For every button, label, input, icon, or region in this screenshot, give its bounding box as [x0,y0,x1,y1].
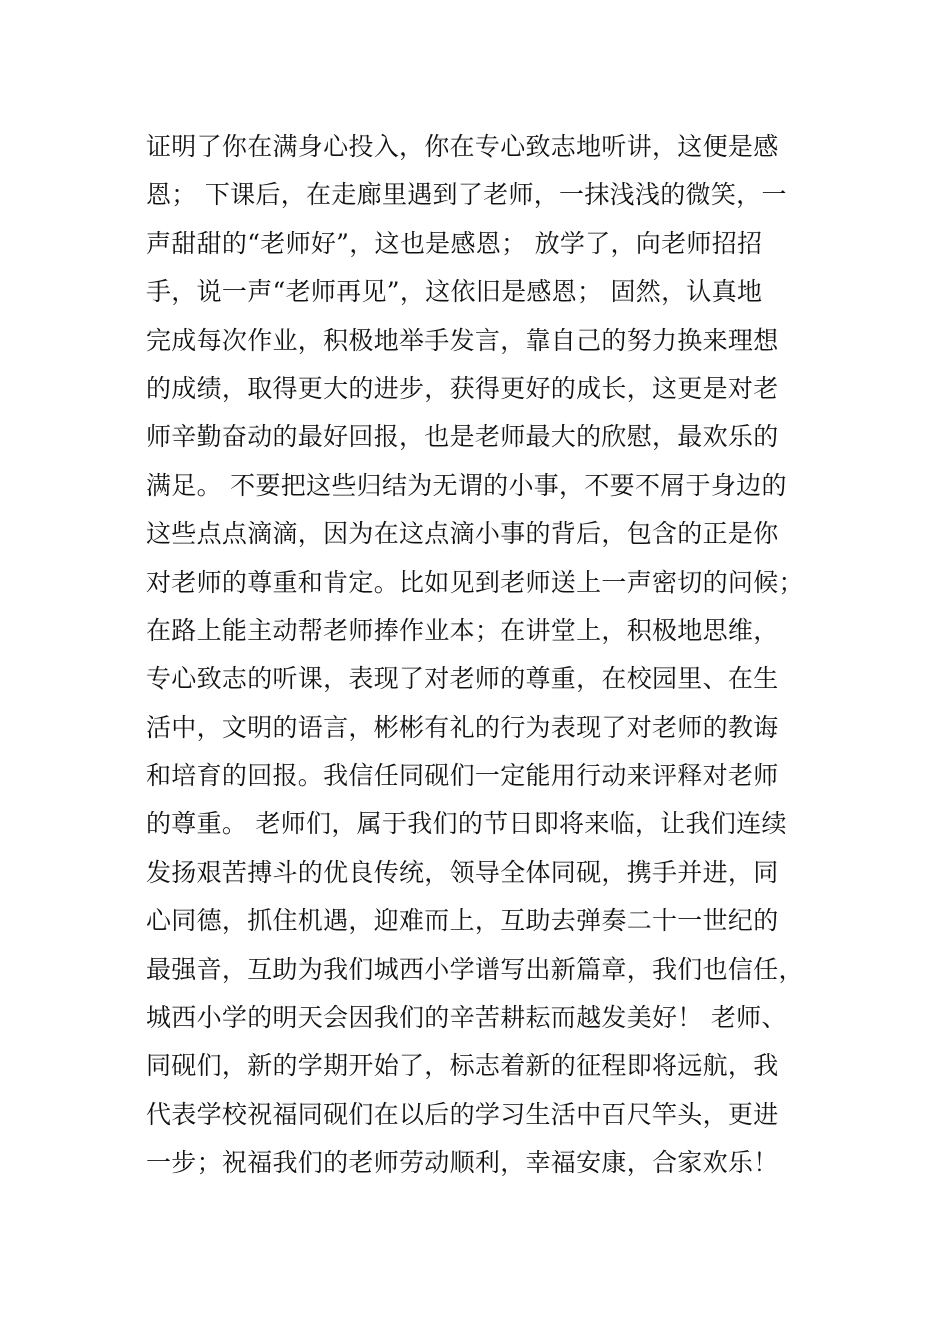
text-line: 这些点点滴滴，因为在这点滴小事的背后，包含的正是你 [146,519,779,549]
text-line: 恩； 下课后，在走廊里遇到了老师，一抹浅浅的微笑，一 [146,180,787,210]
text-line: 城西小学的明天会因我们的辛苦耕耘而越发美好！ 老师、 [146,1003,787,1033]
text-line: 一步；祝福我们的老师劳动顺利，幸福安康，合家欢乐！ [146,1148,779,1178]
body-text [146,123,826,1188]
text-line: 专心致志的听课，表现了对老师的尊重，在校园里、在生 [146,664,779,694]
text-line: 声甜甜的“老师好”，这也是感恩； 放学了，向老师招招 [146,228,763,258]
text-line: 代表学校祝福同砚们在以后的学习生活中百尺竿头，更进 [146,1099,779,1129]
text-line: 完成每次作业，积极地举手发言，靠自己的努力换来理想 [146,325,779,355]
text-line: 同砚们，新的学期开始了，标志着新的征程即将远航，我 [146,1051,779,1081]
text-line: 满足。 不要把这些归结为无谓的小事，不要不屑于身边的 [146,470,787,500]
text-line: 在路上能主动帮老师捧作业本；在讲堂上，积极地思维， [146,615,779,645]
text-line: 证明了你在满身心投入，你在专心致志地听讲，这便是感 [146,132,779,161]
text-line: 的成绩，取得更大的进步，获得更好的成长，这更是对老 [146,373,779,403]
text-line: 发扬艰苦搏斗的优良传统，领导全体同砚，携手并进，同 [146,857,779,887]
text-line: 活中，文明的语言，彬彬有礼的行为表现了对老师的教诲 [146,712,779,742]
text-line: 心同德，抓住机遇，迎难而上，互助去弹奏二十一世纪的 [146,906,779,936]
text-line: 最强音，互助为我们城西小学谱写出新篇章，我们也信任， [146,954,804,984]
text-line: 的尊重。 老师们，属于我们的节日即将来临，让我们连续 [146,809,787,839]
text-line: 师辛勤奋动的最好回报，也是老师最大的欣慰，最欢乐的 [146,422,779,452]
text-line: 手，说一声“老师再见”，这依旧是感恩； 固然，认真地 [146,277,763,307]
text-line: 和培育的回报。我信任同砚们一定能用行动来评释对老师 [146,761,779,791]
text-line: 对老师的尊重和肯定。比如见到老师送上一声密切的问候； [146,567,804,597]
